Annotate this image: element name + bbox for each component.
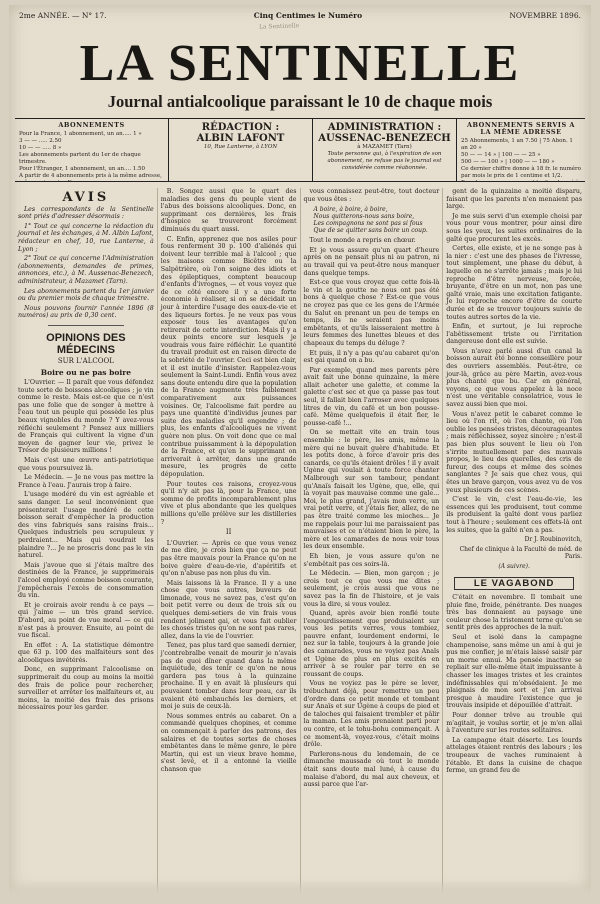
article-columns: [15, 188, 585, 894]
article-paragraph: Vous n'avez petit le cabaret comme le lieu où l'on rit, où l'on chante, où l'on oublie les pensées tristes, décourageantes ; mais réfléchissez, soyez sincère ; n'est-il pas bien plus souvent le lieu où l'on s'irrite mutuellement par des mauvais propos, le lieu des querelles, des cris de fureur, des coups et même des scènes sanglantes ? Je sais que chez vous, qui êtes un brave garçon, vous avez vu de vos yeux plusieurs de ces scènes.: [446, 410, 582, 494]
issue-date: NOVEMBRE 1896.: [509, 10, 581, 20]
article-paragraph: Vous ne voyiez pas le père se lever, trébuchant déjà, pour remettre un peu d'ordre dans ce petit monde et tombant sur Anaïs et sur Ugène à coups de pied et de taloches qui faisaient trembler et pâlir la maman. Les amis prenaient parti pour ou contre, et le tohu-bohu commençait. A ce moment-là, voyez-vous, c'était moins drôle.: [303, 680, 440, 749]
article-paragraph: Quand, après avoir bien ronflé toute l'engourdissement que produisaient sur vous les petits verres, vous tombiez, pauvre enfant, lourdement endormi, le nez sur la table, toujours à la grande joie des camarades, vous ne voyiez pas Anaïs et Ugène de plus en plus excités en arriver à se rouler par terre en se roussant de coups.: [303, 610, 440, 678]
top-info-bar: [9, 5, 591, 22]
author-signature: Dr J. Roubinovitch,: [524, 536, 582, 544]
service-line: [461, 180, 581, 181]
service-box: [457, 119, 585, 181]
header-info-boxes: [15, 118, 585, 182]
song-verse: [314, 206, 440, 234]
service-title: ABONNEMENTS SERVIS A LA MÊME ADRESSE: [467, 121, 575, 136]
service-line: 25 Abonnements, 1 an 7.50 | 75 Abon. 1 an 20 »: [461, 138, 573, 151]
article-paragraph: L'Ouvrier. — Il paraît que vous défendez toute sorte de boissons alcooliques ; je vin comme le reste. Mais est-ce que ce n'est pas une folie que de songer à mettre à l'eau tout un peuple qui possède les plus beaux vignobles du monde ? Y avez-vous réfléchi seulement ? Pensez aux milliers de Français qui cultivent la vigne d'un moyen de gagner leur vie, privez le Trésor de plusieurs millions !: [18, 379, 154, 455]
article-paragraph: Je me suis servi d'un exemple choisi par vous pour vous montrer, pour ainsi dire sous les yeux, les suites ordinaires de la gaîté que procurent les excès.: [446, 212, 582, 243]
service-line: Ce dernier chiffre donne à 18 fr. le numéro par mois le prix de 1 centime et 1/2.: [461, 166, 581, 179]
article-paragraph: La campagne était déserte. Les lourds attelages étaient rentrés des labours ; les troupeaux de vaches ruminaient à l'étable. Et dans la cuisine de chaque ferme, un grand feu de: [446, 736, 582, 775]
masthead-subtitle: Journal antialcoolique paraissant le 10 de chaque mois: [107, 92, 493, 111]
article-paragraph: Seul et isolé dans la campagne champenoise, sans même un ami à qui je pus me confier, je m'étais laissé saisir par un morne ennui. Ma pensée inactive se repliait sur elle-même était impuissante à chasser les images tristes et les craintes indéfinissables qui m'obsédaient. Je me plaignais de mon sort et j'en arrivai presque à maudire l'existence que je trouvais insipide et dépouillée d'attrait.: [446, 634, 582, 710]
article-paragraph: gent de la quinzaine a moitié disparu, faisant que les parents n'en menaient pas large.: [446, 188, 582, 211]
administration-note: Toute personne qui, à l'expiration de son abonnement, ne refuse pas le journal est considérée comme réabonnée.: [327, 151, 442, 171]
article-paragraph: Mais j'avoue que si j'étais maître des destinées de la France, je supprimerais l'alcool employé comme boisson courante, j'empêcherais l'excès de consommation du vin.: [18, 561, 154, 600]
price: Cinq Centimes le Numéro: [253, 10, 363, 20]
article-paragraph: Le Médecin. — Je ne vous pas mettre la France à l'eau. J'aurais trop à faire.: [18, 474, 154, 489]
article-paragraph: Et je vous assure qu'un quart d'heure après on ne pensait plus ni au patron, ni au travail qui va peut-être nous manquer dans quelque temps.: [303, 246, 440, 277]
divider: [48, 325, 124, 326]
redaction-title: RÉDACTION :: [201, 122, 280, 133]
page-edge-shadow: [9, 880, 591, 894]
article-paragraph: Donc, en supprimant l'alcoolisme on supprimerait du coup au moins la moitié des frais de police pour rechercher, surveiller et arrêter les malfaiteurs et, au moins, la moitié des frais des prisons nécessaires pour les garder.: [18, 666, 154, 712]
article-paragraph: C. Enfin, apprenez que nos asiles pour fous renferment 30 p. 100 d'aliénés qui doivent leur terrible mal à l'alcool ; que les maisons comme Bicêtre ou la Salpêtrière, où l'on soigne des idiots et des épileptiques, comptent beaucoup d'enfants d'ivrognes, — et vous voyez que de ce côté encore il y a une forte économie à réaliser, si on se décidait un jour à interdire l'usage des eaux-de-vie et des liqueurs fortes. Je ne veux pas vous exposer tous les avantages qu'on retirerait de cette interdiction. Mais il y a deux points encore sur lesquels je voudrais vous faire réfléchir. Le quantité du travail produit est en raison directe de la sobriété de l'ouvrier. Ceci est bien clair, et il est inutile d'insister. Rappelez-vous seulement la Saint-Lundi. Enfin vous avez sans doute entendu dire que la population de la France augmente très faiblement comparativement aux puissances voisines. Or, l'alcoolisme fait perdre au pays une quantité d'individus jeunes par suite des maladies qu'il engendre ; de plus, les enfants d'alcooliques ne vivent guère non plus. On voit donc que ce mal contribue puissamment à la dépopulation de la France, et qu'en le supprimant on arriverait à arrêter, dans une grande mesure, les progrès de cette dépopulation.: [160, 235, 297, 478]
article-paragraph: Pour toutes ces raisons, croyez-vous qu'il n'y ait pas là, pour la France, une somme de profits incomparablement plus vive et plus abondante que les quelques millions qu'elle prélève sur les distilleries ?: [160, 480, 297, 526]
verse-line: Nous quitterons-nous sans boire,: [313, 213, 415, 221]
article-paragraph: Et je croirais avoir rendu à ce pays — qui j'aime — un très grand service. D'abord, au point de vue moral — ce qui n'est pas à prouver. Ensuite, au point de vue fiscal.: [18, 601, 154, 640]
article-paragraph: Mais c'est une œuvre anti-patriotique que vous poursuivez là.: [18, 457, 154, 472]
redaction-address: 10, Rue Lanterne, à LYON: [203, 144, 278, 150]
column-3: [301, 188, 444, 894]
boire-heading: Boire ou ne pas boire: [40, 367, 131, 377]
administration-address: à MAZAMET (Tarn): [357, 144, 412, 150]
author-title: Chef de clinique à la Faculté de méd. de Paris.: [459, 545, 582, 561]
article-paragraph: On se mettait vite en train tous ensemble : le père, les amis, même la mère qui ne buvait guère d'habitude. Et les potits donc, à force d'avoir pris des canards, ce qu'ils étaient drôles ! il y avait Ugène qui voulait à toute force chanter Malbrough sur son tambour, pendant qu'Anaïs faisait les Ugène, que, elle, qui la voyait pas mauvaise comme une gale... Moi, le plus grand, j'avais mon verre, un vrai petit verre, et j'étais fier, allez, de ne pas être traité comme les mioches... Je me rappelais pour lui me paraissaient pas mauvaises et ce n'étaient bien le père, la mère et les camarades de nous voir tous les deux ensemble.: [303, 429, 440, 551]
article-paragraph: Certes, elle existe, et je ne songe pas à la nier : c'est une des phases de l'ivresse, tout simplement, une phase du début, à laquelle on ne s'arrête jamais ; mais je lui reproche d'être nerveuse, forcée, bruyante, d'être en un mot, non pas une gaîté vraie, mais une excitation fatigante. Je lui reproche encore d'être de courte durée et de se trouver toujours suivie de toutes autres sortes de la vie.: [446, 245, 582, 321]
abonnements-line: Les abonnements partent du 1er de chaque trimestre.: [19, 152, 141, 165]
article-paragraph: Tenez, pas plus tard que samedi dernier, j'contrebralbe venait de mourir je n'avais pas de quoi dîner quand dans la même inquiétude, des tenir ce qu'on ne nous gardera pas tous à la quinzaine prochaine. Il y en avait là plusieurs qui pouvaient tomber dans leur peau, car ils avaient été embauchés les derniers, et moi je suis de ceux-là.: [160, 642, 297, 711]
abonnements-line: Pour la France, 1 abonnement, un an..... 1 »: [19, 131, 142, 137]
avis-paragraph: 2° Tout ce qui concerne l'Administration (abonnements, demandes de primes, annonces, etc.), à M. Aussenac-Benezech, administrateur, à Mazamet (Tarn).: [18, 255, 154, 285]
article-paragraph: C'était en novembre. Il tombait une pluie fine, froide, pénétrante. Des nuages très bas donnaient au paysage une couleur chose la tristement terne qu'on se sentit près des approches de la nuit.: [446, 594, 582, 632]
avis-paragraph: 1° Tout ce qui concerne la rédaction du journal et les échanges, à M. Albin Lafont, rédacteur en chef, 10, rue Lanterne, à Lyon ;: [18, 222, 154, 253]
abonnements-line: Pour l'Étranger, 1 abonnement, un an.... 1.50: [19, 166, 146, 172]
redaction-name: ALBIN LAFONT: [196, 133, 285, 144]
abonnements-box: [15, 119, 169, 181]
abonnements-line: 10 — — ..... 8 »: [19, 145, 62, 151]
article-paragraph: Par exemple, quand mes parents père avait fait une bonne quinzaine, la mère allait acheter une galette, et comme la galette c'est sec et que ça passe pas tout seul, il fallait bien l'arroser avec quelques litres de vin, du café et un bon pousse-café. Même quelquefois il était fier, le pousse-café !...: [303, 366, 440, 427]
article-paragraph: Et puis, il n'y a pas qu'au cabaret qu'on est gai quand on a bu.: [303, 349, 440, 365]
administration-name: AUSSENAC-BENEZECH: [318, 133, 451, 144]
vagabond-heading: LE VAGABOND: [454, 577, 574, 591]
column-1: [15, 188, 158, 894]
opinions-heading: OPINIONS DES MÉDECINS: [46, 331, 126, 356]
article-paragraph: Le Médecin. — Bien, mon garçon ; je crois tout ce que vous me dites ; seulement, je crois aussi que vous ne savez pas la fin de l'histoire, et je vais vous la dire, si vous voulez.: [303, 570, 440, 608]
column-2: [158, 188, 301, 894]
newspaper-page: [9, 5, 591, 894]
issue-number: 2me ANNÉE. — N° 17.: [19, 10, 107, 20]
administration-box: [313, 119, 457, 181]
service-line: 50 — — 14 » | 100 — — 25 »: [461, 152, 541, 158]
section-numeral: II: [225, 528, 232, 537]
article-paragraph: L'usage modéré du vin est agréable et sans danger. Le seul inconvénient que présenterait l'usage modéré de cette boisson serait d'empêcher la production des vins fabriqués sans raisins frais... Quelques industriels peu scrupuleux y perdraient... Mais qui voudrait les plaindre ?... Je ne proscris donc pas le vin naturel.: [18, 491, 154, 560]
article-paragraph: C'est le vin, c'est l'eau-de-vie, les essences qui les produisent, tout comme ils produisent la gaîté dont vous parliez tout à l'heure ; seulement ces effets-là ont les suites, que la gaîté n'en a pas.: [446, 496, 582, 534]
opinions-subheading: SUR L'ALCOOL: [57, 356, 114, 365]
avis-heading: AVIS: [62, 190, 110, 205]
article-paragraph: Mais laissons là la France. Il y a une chose que vous autres, buveurs de limonade, vous ne savez pas, c'est qu'on boit petit verre ou deux de trois six ou quelques demi-setiers de vin frais vous rendent joliment gai, et vous fait oublier les choses tristes qu'on ne sont pas rares, allez, dans la vie de l'ouvrier.: [160, 579, 297, 640]
abonnements-title: ABONNEMENTS: [58, 121, 125, 129]
to-be-continued: (A suivre).: [498, 562, 530, 570]
article-paragraph: Est-ce que vous croyez que cette fois-là le vin et la goutte ne nous ont pas été bons à quelque chose ? Est-ce que vous ne croyez pas que ce les gens de l'Armée du Salut en prenant un peu de temps en temps, ils ne seraient pas moins embêtants, et qu'ils laisseraient mettre à leurs femmes des lunettes bleues et des chapeaux du temps du déluge ?: [303, 279, 440, 347]
verse-line: Les compagnons ne sont pas si fous: [313, 220, 423, 228]
administration-title: ADMINISTRATION :: [327, 122, 442, 133]
article-paragraph: En effet : A. La statistique démontre que 63 p. 100 des malfaiteurs sont des alcooliques invétérés.: [18, 641, 154, 664]
article-paragraph: L'Ouvrier. — Après ce que vous venez de me dire, je crois bien que ça ne peut pas être mauvais pour la France qu'on ne boive guère d'eau-de-vie, d'apéritifs et qu'on n'abuse pas non plus du vin.: [160, 539, 297, 578]
masthead-title: LA SENTINELLE: [79, 35, 521, 92]
article-paragraph: Nous sommes entrés au cabaret. On a commandé quelques chopines, et comme on commençait à parler des patrons, des salaires et de toutes sortes de choses embêtantes dans le même genre, le père Martin, qui est un vieux brave homme, s'est levé, et il a entonné la vieille chanson que: [160, 712, 297, 773]
article-paragraph: Parlerons-nous du lendemain, de ce dimanche maussade où tout le monde était sans doute mal luné, à cause du malaise d'abord, du mal aux cheveux, et aussi parce que l'ar-: [303, 750, 440, 789]
avis-paragraph: Les correspondants de la Sentinelle sont priés d'adresser désormais :: [18, 205, 154, 221]
verse-line: Que de se quitter sans boire un coup.: [313, 227, 428, 235]
abonnements-line: A partir de 4 abonnements pris à la même adresse,: [19, 173, 162, 179]
service-line: 500 — — 100 » | 1000 — — 180 »: [461, 159, 555, 165]
article-paragraph: Enfin, et surtout, je lui reproche l'abêtissement triste ou l'irritation dangereuse dont elle est suivie.: [446, 323, 582, 346]
abonnements-line: 3 — — ..... 2.50: [19, 138, 62, 144]
library-stamp: La Sentinelle: [258, 22, 300, 31]
verse-line: A boire, à boire, à boire,: [313, 206, 388, 214]
article-paragraph: Pour donner trêve au trouble qui m'agitait, je voulus sortir, et je m'en allai à l'aventure sur les routes solitaires.: [446, 712, 582, 735]
column-4: [443, 188, 585, 894]
article-paragraph: vous connaissez peut-être, tout docteur que vous êtes :: [303, 188, 440, 203]
redaction-box: [169, 119, 313, 181]
article-paragraph: B. Songez aussi que le quart des maladies des gens du peuple vient de l'abus des boissons alcooliques. Donc, en supprimant ces dernières, les frais d'hospice se trouveront forcément diminués du quart aussi.: [160, 188, 297, 233]
avis-paragraph: Les abonnements partent du 1er janvier ou du premier mois de chaque trimestre.: [18, 287, 154, 303]
article-paragraph: Eh bien, je vous assure qu'on ne s'embêtait pas ces soirs-là.: [303, 552, 440, 568]
article-paragraph: Tout le monde a repris en chœur.: [309, 237, 416, 245]
article-paragraph: Vous n'avez parlé aussi d'un canal la boisson aurait été bonne conseillère pour des ouvriers assemblés. Peut-être, ce jour-là, grâce au père Martin, avez-vous plus chanté que bu. Car en général, voyons, ce que vous appelez à la noce n'est une véritable consolatrice, vous le savez aussi bien que moi.: [446, 347, 582, 409]
avis-paragraph: Nous pouvons fournir l'année 1896 (8 numéros) au prix de 0,30 cent.: [18, 304, 154, 320]
